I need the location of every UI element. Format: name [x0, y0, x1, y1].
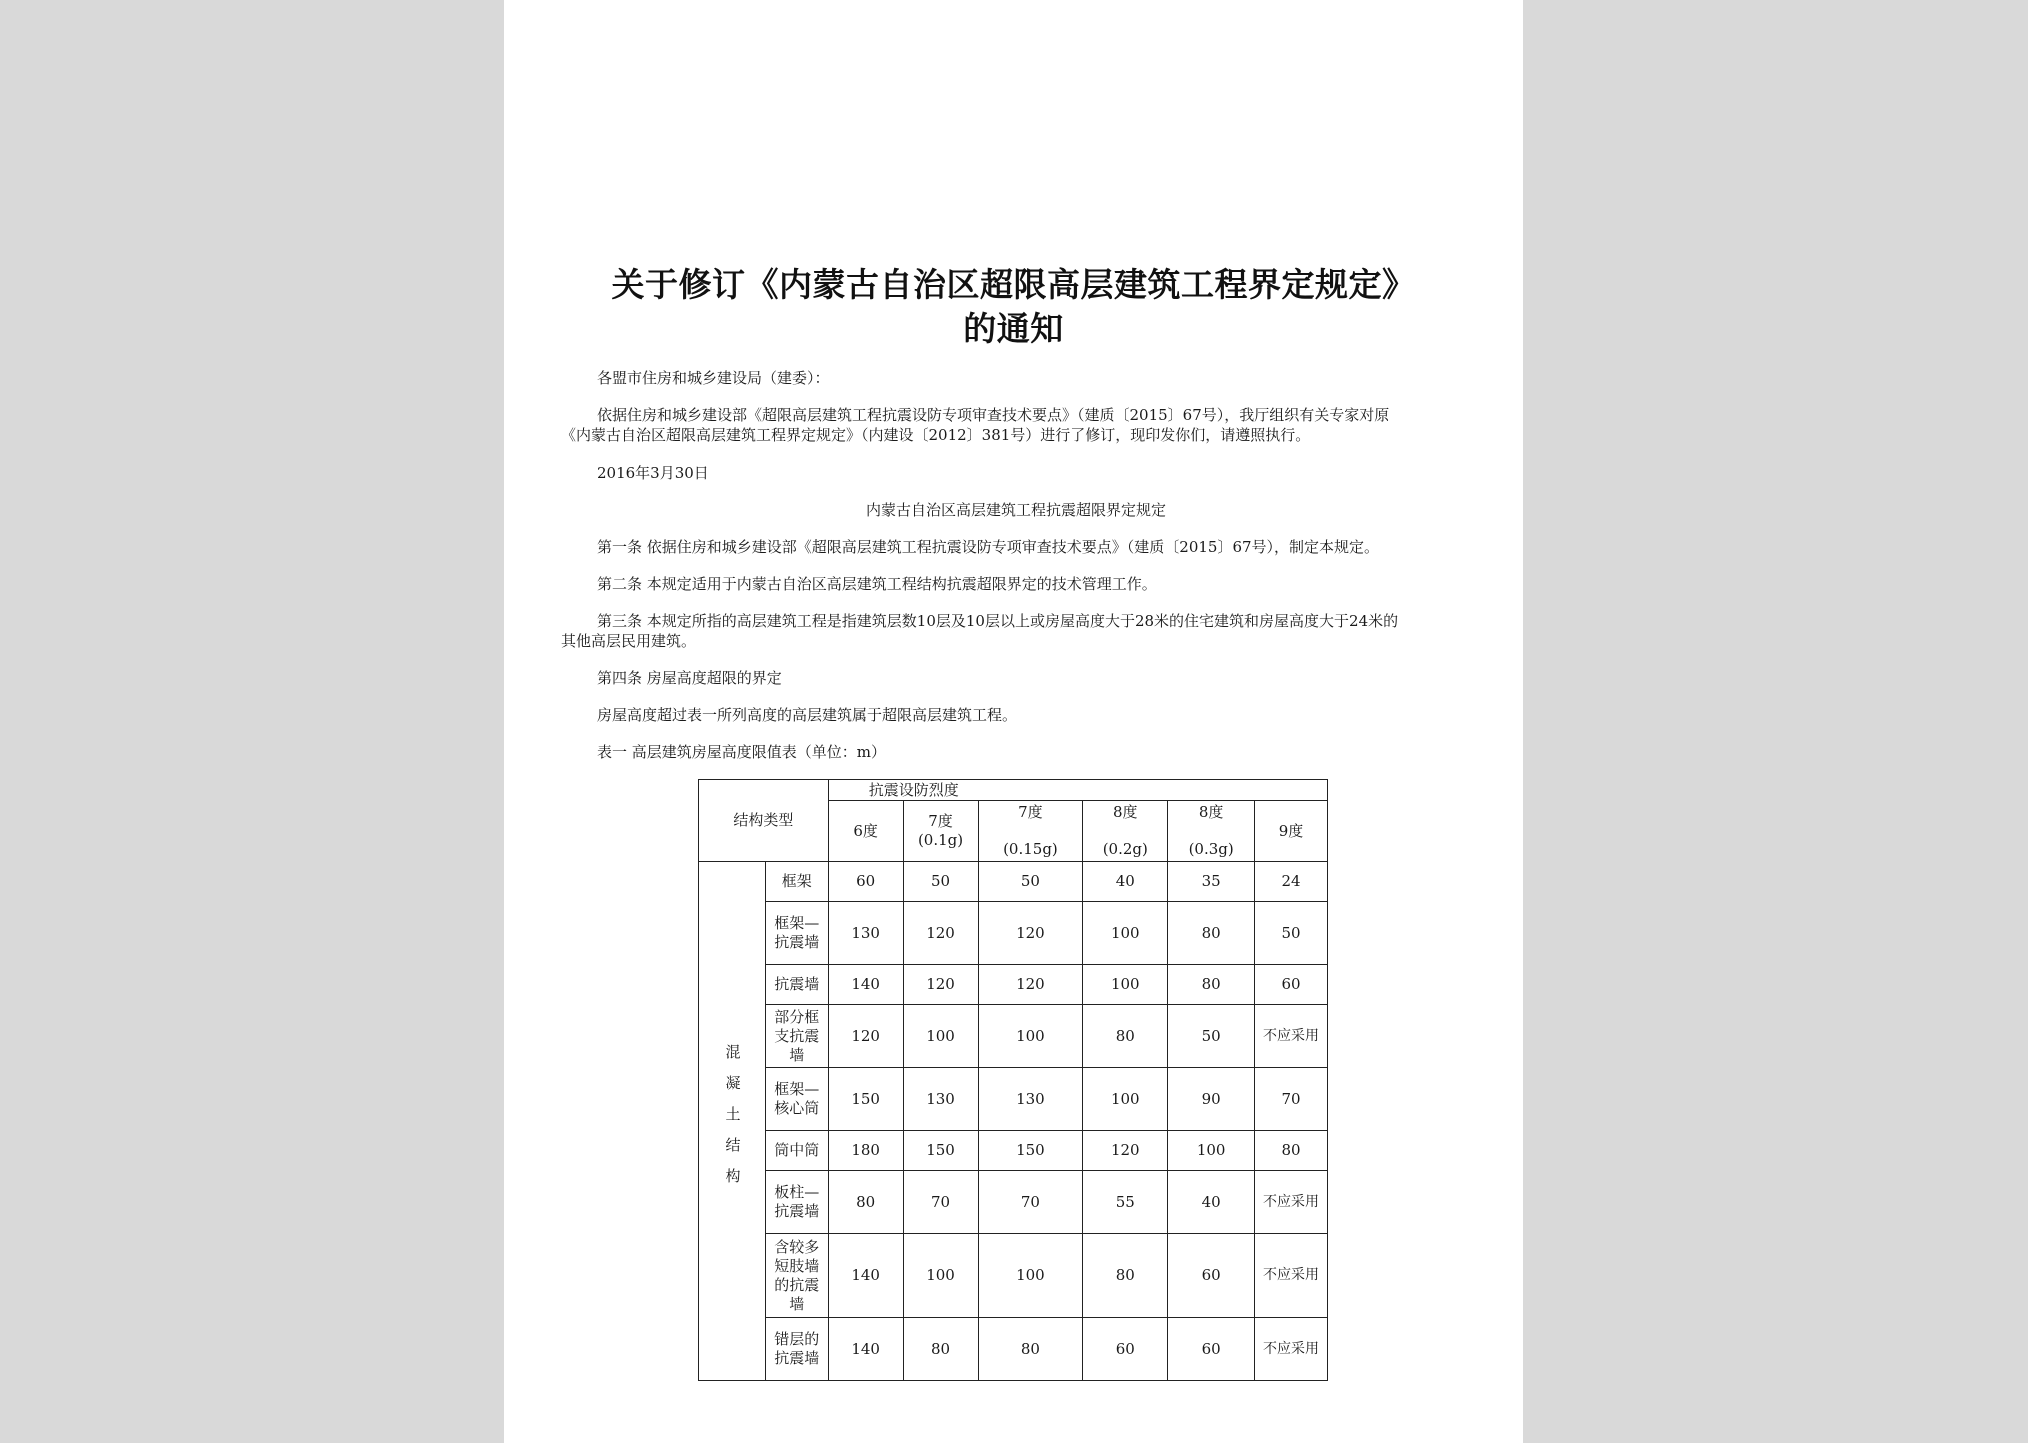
regulation-title: 内蒙古自治区高层建筑工程抗震超限界定规定: [865, 501, 1166, 519]
degree-header: 7度 (0.15g): [978, 801, 1083, 862]
height-limit-cell: 35: [1168, 862, 1255, 902]
body-line: 依据住房和城乡建设部《超限高层建筑工程抗震设防专项审查技术要点》（建质〔2015〕67号），我厅组织有关专家对原: [597, 406, 1390, 424]
structure-group-label: 混凝土结构: [699, 862, 766, 1381]
structure-type-header: 结构类型: [699, 780, 829, 862]
table-row: [699, 1131, 1328, 1171]
table-row: [699, 1318, 1328, 1381]
height-limit-cell: 100: [1168, 1131, 1255, 1171]
height-limit-cell: 120: [978, 902, 1083, 965]
height-limit-cell: 80: [1083, 1005, 1168, 1068]
table-row: [699, 965, 1328, 1005]
height-limit-cell: 24: [1255, 862, 1328, 902]
article-2: 第二条 本规定适用于内蒙古自治区高层建筑工程结构抗震超限界定的技术管理工作。: [597, 575, 1157, 593]
height-limit-cell: 70: [903, 1171, 978, 1234]
height-limit-cell: 100: [1083, 965, 1168, 1005]
height-limit-cell: 60: [1255, 965, 1328, 1005]
height-limit-cell: 130: [978, 1068, 1083, 1131]
height-limit-cell: 140: [828, 965, 903, 1005]
height-limit-cell: 150: [978, 1131, 1083, 1171]
article-4: 第四条 房屋高度超限的界定: [597, 669, 782, 687]
height-limit-cell: 130: [903, 1068, 978, 1131]
structure-type-name: 错层的抗震墙: [765, 1318, 828, 1381]
height-limit-cell: 55: [1083, 1171, 1168, 1234]
height-limit-cell: 180: [828, 1131, 903, 1171]
height-limit-cell: 不应采用: [1255, 1318, 1328, 1381]
height-limit-table: [698, 779, 1328, 1381]
height-limit-cell: 130: [828, 902, 903, 965]
height-limit-cell: 70: [978, 1171, 1083, 1234]
article-3: [561, 611, 1471, 651]
height-limit-cell: 140: [828, 1318, 903, 1381]
article-1: 第一条 依据住房和城乡建设部《超限高层建筑工程抗震设防专项审查技术要点》（建质〔2015〕67号），制定本规定。: [597, 538, 1380, 556]
seismic-intensity-header: 抗震设防烈度: [828, 780, 1327, 801]
structure-type-name: 筒中筒: [765, 1131, 828, 1171]
height-limit-cell: 不应采用: [1255, 1005, 1328, 1068]
height-limit-cell: 60: [828, 862, 903, 902]
height-limit-cell: 不应采用: [1255, 1171, 1328, 1234]
degree-header: 8度 (0.2g): [1083, 801, 1168, 862]
table-row: [699, 1068, 1328, 1131]
height-limit-cell: 60: [1168, 1234, 1255, 1318]
structure-type-name: 框架—核心筒: [765, 1068, 828, 1131]
article-3-line: 第三条 本规定所指的高层建筑工程是指建筑层数10层及10层以上或房屋高度大于28米的住宅建筑和房屋高度大于24米的: [597, 612, 1399, 630]
article-4-body: 房屋高度超过表一所列高度的高层建筑属于超限高层建筑工程。: [597, 706, 1018, 724]
height-limit-cell: 100: [978, 1234, 1083, 1318]
date: 2016年3月30日: [597, 464, 709, 482]
height-limit-cell: 50: [903, 862, 978, 902]
height-limit-cell: 120: [903, 965, 978, 1005]
document-page: [504, 0, 1523, 1443]
table-row: [699, 862, 1328, 902]
structure-type-name: 抗震墙: [765, 965, 828, 1005]
article-3-line: 其他高层民用建筑。: [561, 632, 697, 650]
height-limit-cell: 80: [1168, 965, 1255, 1005]
height-limit-cell: 80: [903, 1318, 978, 1381]
height-limit-cell: 60: [1168, 1318, 1255, 1381]
height-limit-cell: 40: [1083, 862, 1168, 902]
height-limit-cell: 70: [1255, 1068, 1328, 1131]
body-line: 《内蒙古自治区超限高层建筑工程界定规定》（内建设〔2012〕381号）进行了修订，现印发你们，请遵照执行。: [561, 426, 1311, 444]
table-row: [699, 1171, 1328, 1234]
height-limit-cell: 140: [828, 1234, 903, 1318]
document-title-line1: 关于修订《内蒙古自治区超限高层建筑工程界定规定》: [611, 265, 1416, 304]
height-limit-cell: 100: [978, 1005, 1083, 1068]
height-limit-cell: 100: [903, 1005, 978, 1068]
height-limit-cell: 120: [1083, 1131, 1168, 1171]
height-limit-cell: 150: [903, 1131, 978, 1171]
height-limit-cell: 50: [1255, 902, 1328, 965]
height-limit-cell: 50: [978, 862, 1083, 902]
structure-type-name: 框架—抗震墙: [765, 902, 828, 965]
degree-header: 6度: [828, 801, 903, 862]
height-limit-cell: 120: [978, 965, 1083, 1005]
height-limit-cell: 80: [1168, 902, 1255, 965]
degree-header: 8度 (0.3g): [1168, 801, 1255, 862]
height-limit-cell: 80: [1083, 1234, 1168, 1318]
degree-header: 9度: [1255, 801, 1328, 862]
structure-type-name: 部分框支抗震墙: [765, 1005, 828, 1068]
height-limit-cell: 80: [978, 1318, 1083, 1381]
degree-header: 7度 (0.1g): [903, 801, 978, 862]
table-caption: 表一 高层建筑房屋高度限值表（单位：m）: [597, 743, 886, 761]
height-limit-cell: 100: [1083, 1068, 1168, 1131]
structure-type-name: 含较多短肢墙的抗震墙: [765, 1234, 828, 1318]
height-limit-cell: 80: [1255, 1131, 1328, 1171]
height-limit-cell: 120: [828, 1005, 903, 1068]
salutation: 各盟市住房和城乡建设局（建委）：: [597, 369, 830, 387]
table-row: [699, 902, 1328, 965]
table-header-row: [699, 780, 1328, 801]
structure-type-name: 框架: [765, 862, 828, 902]
height-limit-cell: 40: [1168, 1171, 1255, 1234]
height-limit-cell: 60: [1083, 1318, 1168, 1381]
height-limit-cell: 150: [828, 1068, 903, 1131]
height-limit-cell: 100: [1083, 902, 1168, 965]
height-limit-cell: 90: [1168, 1068, 1255, 1131]
document-title-line2: 的通知: [963, 309, 1064, 348]
height-limit-cell: 120: [903, 902, 978, 965]
table-row: [699, 1234, 1328, 1318]
height-limit-cell: 50: [1168, 1005, 1255, 1068]
height-limit-cell: 不应采用: [1255, 1234, 1328, 1318]
structure-type-name: 板柱—抗震墙: [765, 1171, 828, 1234]
body-paragraph: [561, 405, 1471, 445]
table-row: [699, 1005, 1328, 1068]
height-limit-cell: 80: [828, 1171, 903, 1234]
height-limit-cell: 100: [903, 1234, 978, 1318]
